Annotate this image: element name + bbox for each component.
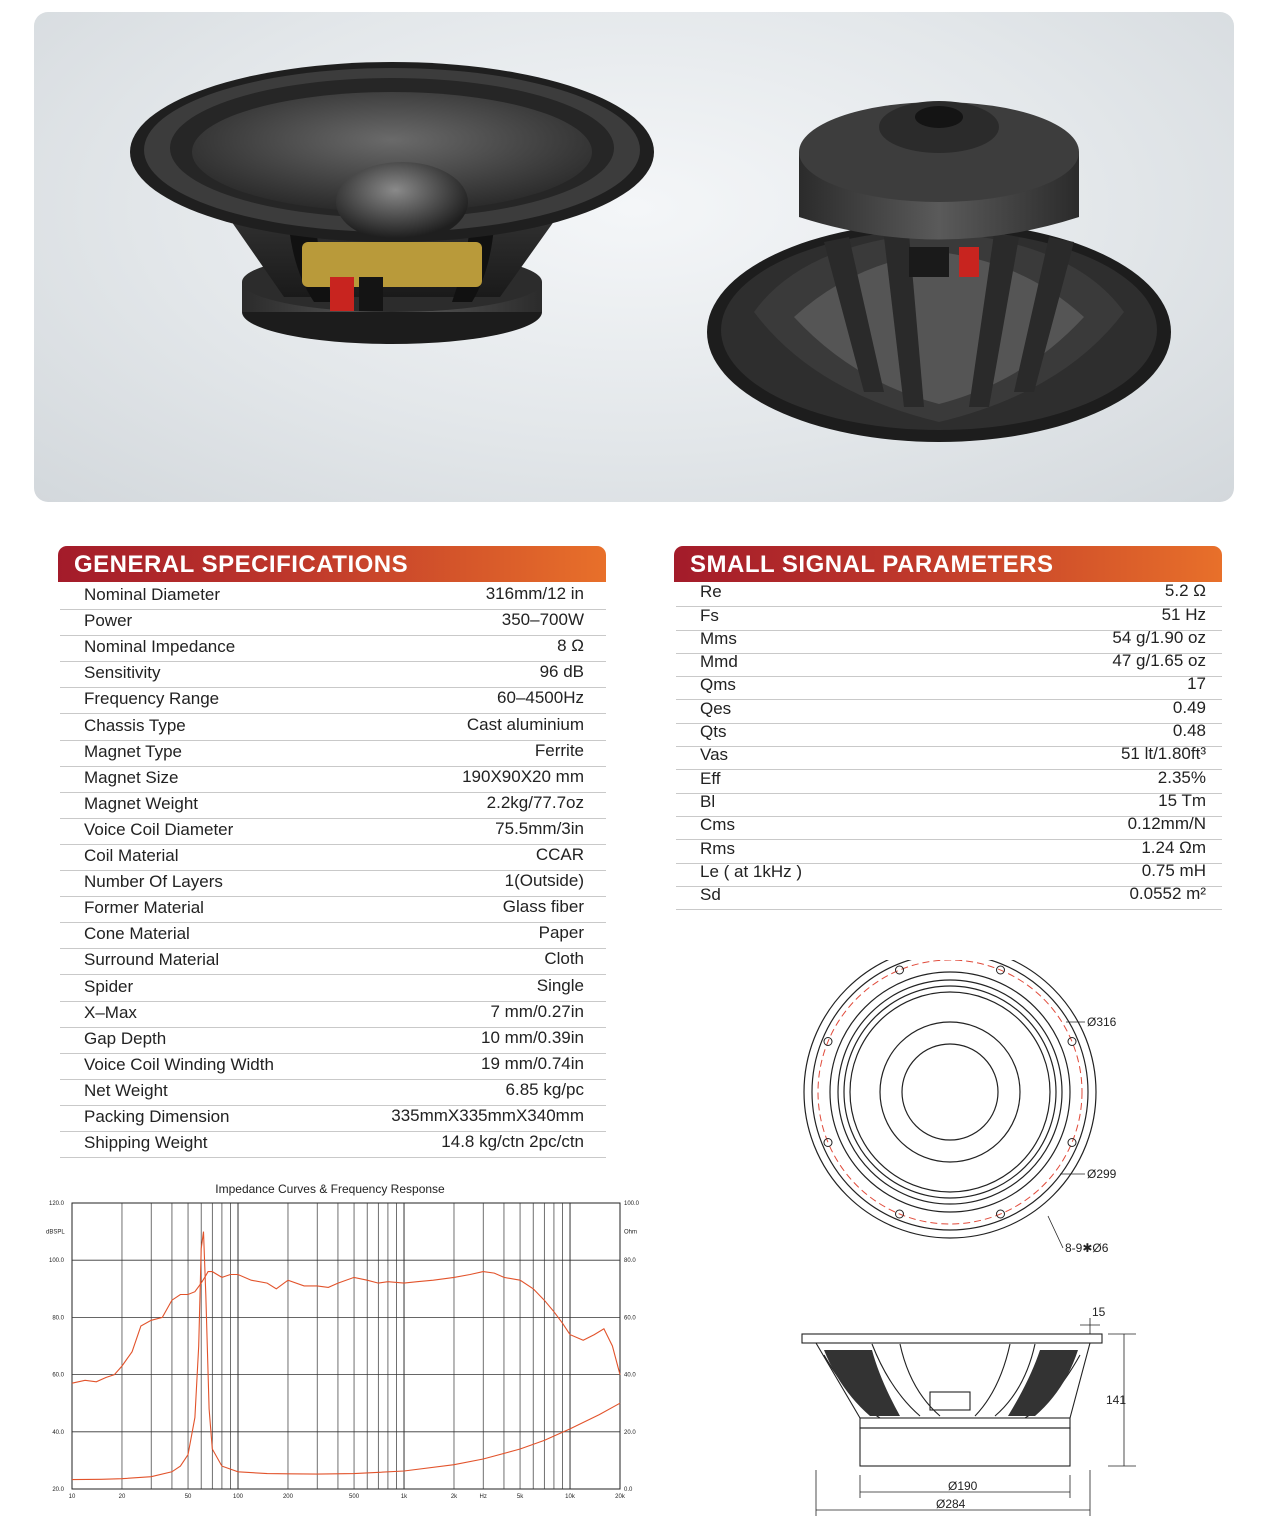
spec-row (60, 1080, 606, 1106)
spec-row (676, 744, 1222, 770)
spec-row (60, 1002, 606, 1028)
small-signal-header (674, 546, 1222, 582)
mount-hole (824, 1139, 832, 1147)
spec-label: Chassis Type (84, 715, 186, 735)
spec-row (60, 897, 606, 923)
speaker-product-photos (34, 12, 1234, 502)
spec-value: 17 (1187, 674, 1206, 694)
spec-label: Number Of Layers (84, 872, 223, 892)
spec-value: Ferrite (534, 740, 584, 760)
spec-row (60, 1028, 606, 1054)
spec-label: Rms (700, 838, 735, 858)
spec-label: X–Max (84, 1002, 137, 1022)
side-view-drawing (780, 1300, 1140, 1518)
spec-label: Voice Coil Diameter (84, 819, 234, 839)
spec-label: Former Material (84, 898, 204, 918)
chart-xtick: Hz (479, 1494, 487, 1500)
spec-value: 51 Hz (1161, 604, 1206, 624)
chart-xtick: 10 (68, 1494, 76, 1500)
chart-xtick: 20k (615, 1494, 625, 1500)
chart-ytick-left: 120.0 (48, 1201, 64, 1207)
spec-label: Re (700, 582, 722, 602)
spec-row (60, 636, 606, 662)
chart-right-unit: Ohm (624, 1229, 638, 1236)
chart-xtick: 10k (565, 1494, 575, 1500)
spec-value: 10 mm/0.39in (481, 1027, 584, 1047)
chart-xtick: 500 (349, 1494, 360, 1500)
chart-ytick-left: 80.0 (52, 1315, 64, 1322)
spec-value: 8 Ω (557, 636, 584, 656)
chart-ytick-right: 0.0 (624, 1487, 633, 1493)
spec-label: Bl (700, 791, 716, 811)
spec-label: Power (84, 611, 133, 631)
spec-label: Surround Material (84, 950, 220, 970)
spec-value: 60–4500Hz (497, 688, 584, 708)
spec-row (676, 814, 1222, 840)
spec-label: Mms (700, 628, 737, 648)
spec-row (676, 674, 1222, 700)
impedance-curve-line (72, 1232, 620, 1480)
spec-row (60, 767, 606, 793)
spec-label: Cone Material (84, 924, 190, 944)
speaker-rear-photo (707, 101, 1171, 442)
spec-label: Shipping Weight (84, 1133, 208, 1153)
spec-value: 15 Tm (1158, 790, 1206, 810)
spec-label: Cms (700, 815, 735, 835)
chart-ytick-right: 20.0 (624, 1429, 636, 1436)
spec-label: Sensitivity (84, 663, 161, 683)
mount-hole (1068, 1139, 1076, 1147)
spec-label: Gap Depth (84, 1028, 167, 1048)
spec-row (60, 1132, 606, 1158)
chart-ytick-left: 100.0 (48, 1258, 64, 1265)
spec-value: 75.5mm/3in (495, 818, 584, 838)
mount-hole (1068, 1038, 1076, 1046)
chart-title: Impedance Curves & Frequency Response (215, 1182, 445, 1196)
spec-label: Qes (700, 698, 732, 718)
spec-value: 54 g/1.90 oz (1112, 627, 1206, 647)
spec-value: Single (536, 975, 584, 995)
front-view-drawing (780, 960, 1140, 1290)
mount-holes-label: 8-9✱Ø6 (1065, 1241, 1109, 1255)
spec-value: 6.85 kg/pc (505, 1079, 584, 1099)
spec-label: Mmd (700, 652, 738, 672)
spec-value: 350–700W (501, 610, 584, 630)
spec-value: 2.2kg/77.7oz (486, 792, 584, 812)
spec-label: Net Weight (84, 1080, 168, 1100)
spec-row (60, 923, 606, 949)
spec-label: Qms (700, 675, 736, 695)
spec-value: 1(Outside) (504, 871, 584, 891)
outer-diameter-label: Ø316 (1087, 1015, 1117, 1029)
spec-row (676, 697, 1222, 723)
bolt-circle-label: Ø299 (1087, 1167, 1117, 1181)
speaker-front-photo (130, 62, 654, 344)
spec-label: Fs (700, 605, 719, 625)
basket-diameter-label: Ø284 (936, 1497, 966, 1511)
small-signal-table (676, 581, 1222, 910)
chart-ytick-right: 40.0 (624, 1372, 636, 1379)
spec-row (60, 975, 606, 1001)
spec-row (676, 581, 1222, 607)
spec-row (60, 714, 606, 740)
spec-row (60, 610, 606, 636)
spec-row (60, 1106, 606, 1132)
chart-xtick: 1k (400, 1494, 408, 1500)
depth-label: 141 (1106, 1393, 1127, 1407)
spec-label: Magnet Type (84, 741, 182, 761)
spec-row (60, 819, 606, 845)
spec-row (60, 871, 606, 897)
spec-row (60, 845, 606, 871)
magnet-diameter-label: Ø190 (948, 1479, 978, 1493)
spec-value: 7 mm/0.27in (490, 1001, 584, 1021)
spec-row (676, 651, 1222, 677)
spec-value: Glass fiber (502, 897, 584, 917)
spec-label: Nominal Diameter (84, 585, 221, 605)
chart-grid (72, 1203, 620, 1489)
spec-value: 0.49 (1172, 697, 1206, 717)
spec-row (60, 793, 606, 819)
spec-value: 0.0552 m² (1129, 884, 1206, 904)
spec-value: Paper (538, 923, 584, 943)
general-specs-title: GENERAL SPECIFICATIONS (74, 551, 409, 578)
spec-label: Packing Dimension (84, 1106, 230, 1126)
spec-value: Cloth (544, 949, 584, 969)
spec-value: Cast aluminium (466, 714, 584, 734)
spec-row (60, 741, 606, 767)
spec-label: Eff (700, 768, 721, 788)
spec-label: Sd (700, 885, 721, 905)
spec-value: 335mmX335mmX340mm (391, 1105, 584, 1125)
chart-curves (72, 1232, 620, 1480)
spec-value: 47 g/1.65 oz (1112, 651, 1206, 671)
spec-value: 19 mm/0.74in (481, 1053, 584, 1073)
chart-frame (72, 1203, 620, 1489)
spec-value: CCAR (535, 845, 584, 865)
spec-label: Qts (700, 722, 727, 742)
spec-label: Magnet Weight (84, 793, 199, 813)
general-specs-header (58, 546, 606, 582)
spec-value: 0.12mm/N (1127, 814, 1206, 834)
spec-row (60, 1054, 606, 1080)
spec-value: 1.24 Ωm (1141, 837, 1206, 857)
spec-value: 2.35% (1157, 767, 1206, 787)
spec-row (676, 767, 1222, 793)
spec-label: Le ( at 1kHz ) (700, 861, 803, 881)
chart-xtick: 20 (118, 1494, 126, 1500)
chart-axis-labels (46, 1201, 640, 1500)
chart-ytick-left: 40.0 (52, 1429, 64, 1436)
spec-label: Frequency Range (84, 689, 220, 709)
spec-value: 316mm/12 in (485, 584, 584, 604)
spec-value: 5.2 Ω (1164, 581, 1206, 601)
mount-holes-markers (824, 966, 1076, 1218)
spec-row (60, 584, 606, 610)
chart-ytick-right: 100.0 (624, 1201, 640, 1207)
small-signal-title: SMALL SIGNAL PARAMETERS (690, 551, 1054, 578)
chart-left-unit: dBSPL (46, 1229, 65, 1236)
mount-hole (896, 966, 904, 974)
frequency-response-line (72, 1272, 620, 1384)
spec-row (60, 662, 606, 688)
chart-xtick: 2k (450, 1494, 458, 1500)
spec-value: 96 dB (539, 662, 584, 682)
spec-label: Nominal Impedance (84, 637, 236, 657)
spec-value: 51 lt/1.80ft³ (1120, 744, 1206, 764)
spec-value: 14.8 kg/ctn 2pc/ctn (441, 1132, 584, 1152)
spec-label: Magnet Size (84, 767, 179, 787)
chart-xtick: 50 (184, 1494, 192, 1500)
spec-label: Voice Coil Winding Width (84, 1054, 274, 1074)
flange-thickness-label: 15 (1092, 1305, 1106, 1319)
spec-label: Coil Material (84, 846, 179, 866)
product-photo-banner (34, 12, 1234, 502)
spec-label: Spider (84, 976, 134, 996)
chart-ytick-right: 60.0 (624, 1315, 636, 1322)
spec-row (676, 884, 1222, 910)
spec-value: 0.75 mH (1141, 860, 1206, 880)
spec-row (60, 949, 606, 975)
spec-value: 0.48 (1172, 721, 1206, 741)
chart-xtick: 100 (233, 1494, 244, 1500)
spec-label: Vas (700, 745, 729, 765)
chart-ytick-left: 20.0 (52, 1487, 64, 1493)
chart-ytick-left: 60.0 (52, 1372, 64, 1379)
chart-xtick: 200 (282, 1494, 293, 1500)
spec-row (676, 837, 1222, 863)
spec-value: 190X90X20 mm (462, 766, 584, 786)
spec-row (60, 688, 606, 714)
chart-xtick: 5k (516, 1494, 524, 1500)
chart-ytick-right: 80.0 (624, 1258, 636, 1265)
general-specs-table (60, 584, 606, 1158)
impedance-frequency-chart (40, 1178, 640, 1508)
